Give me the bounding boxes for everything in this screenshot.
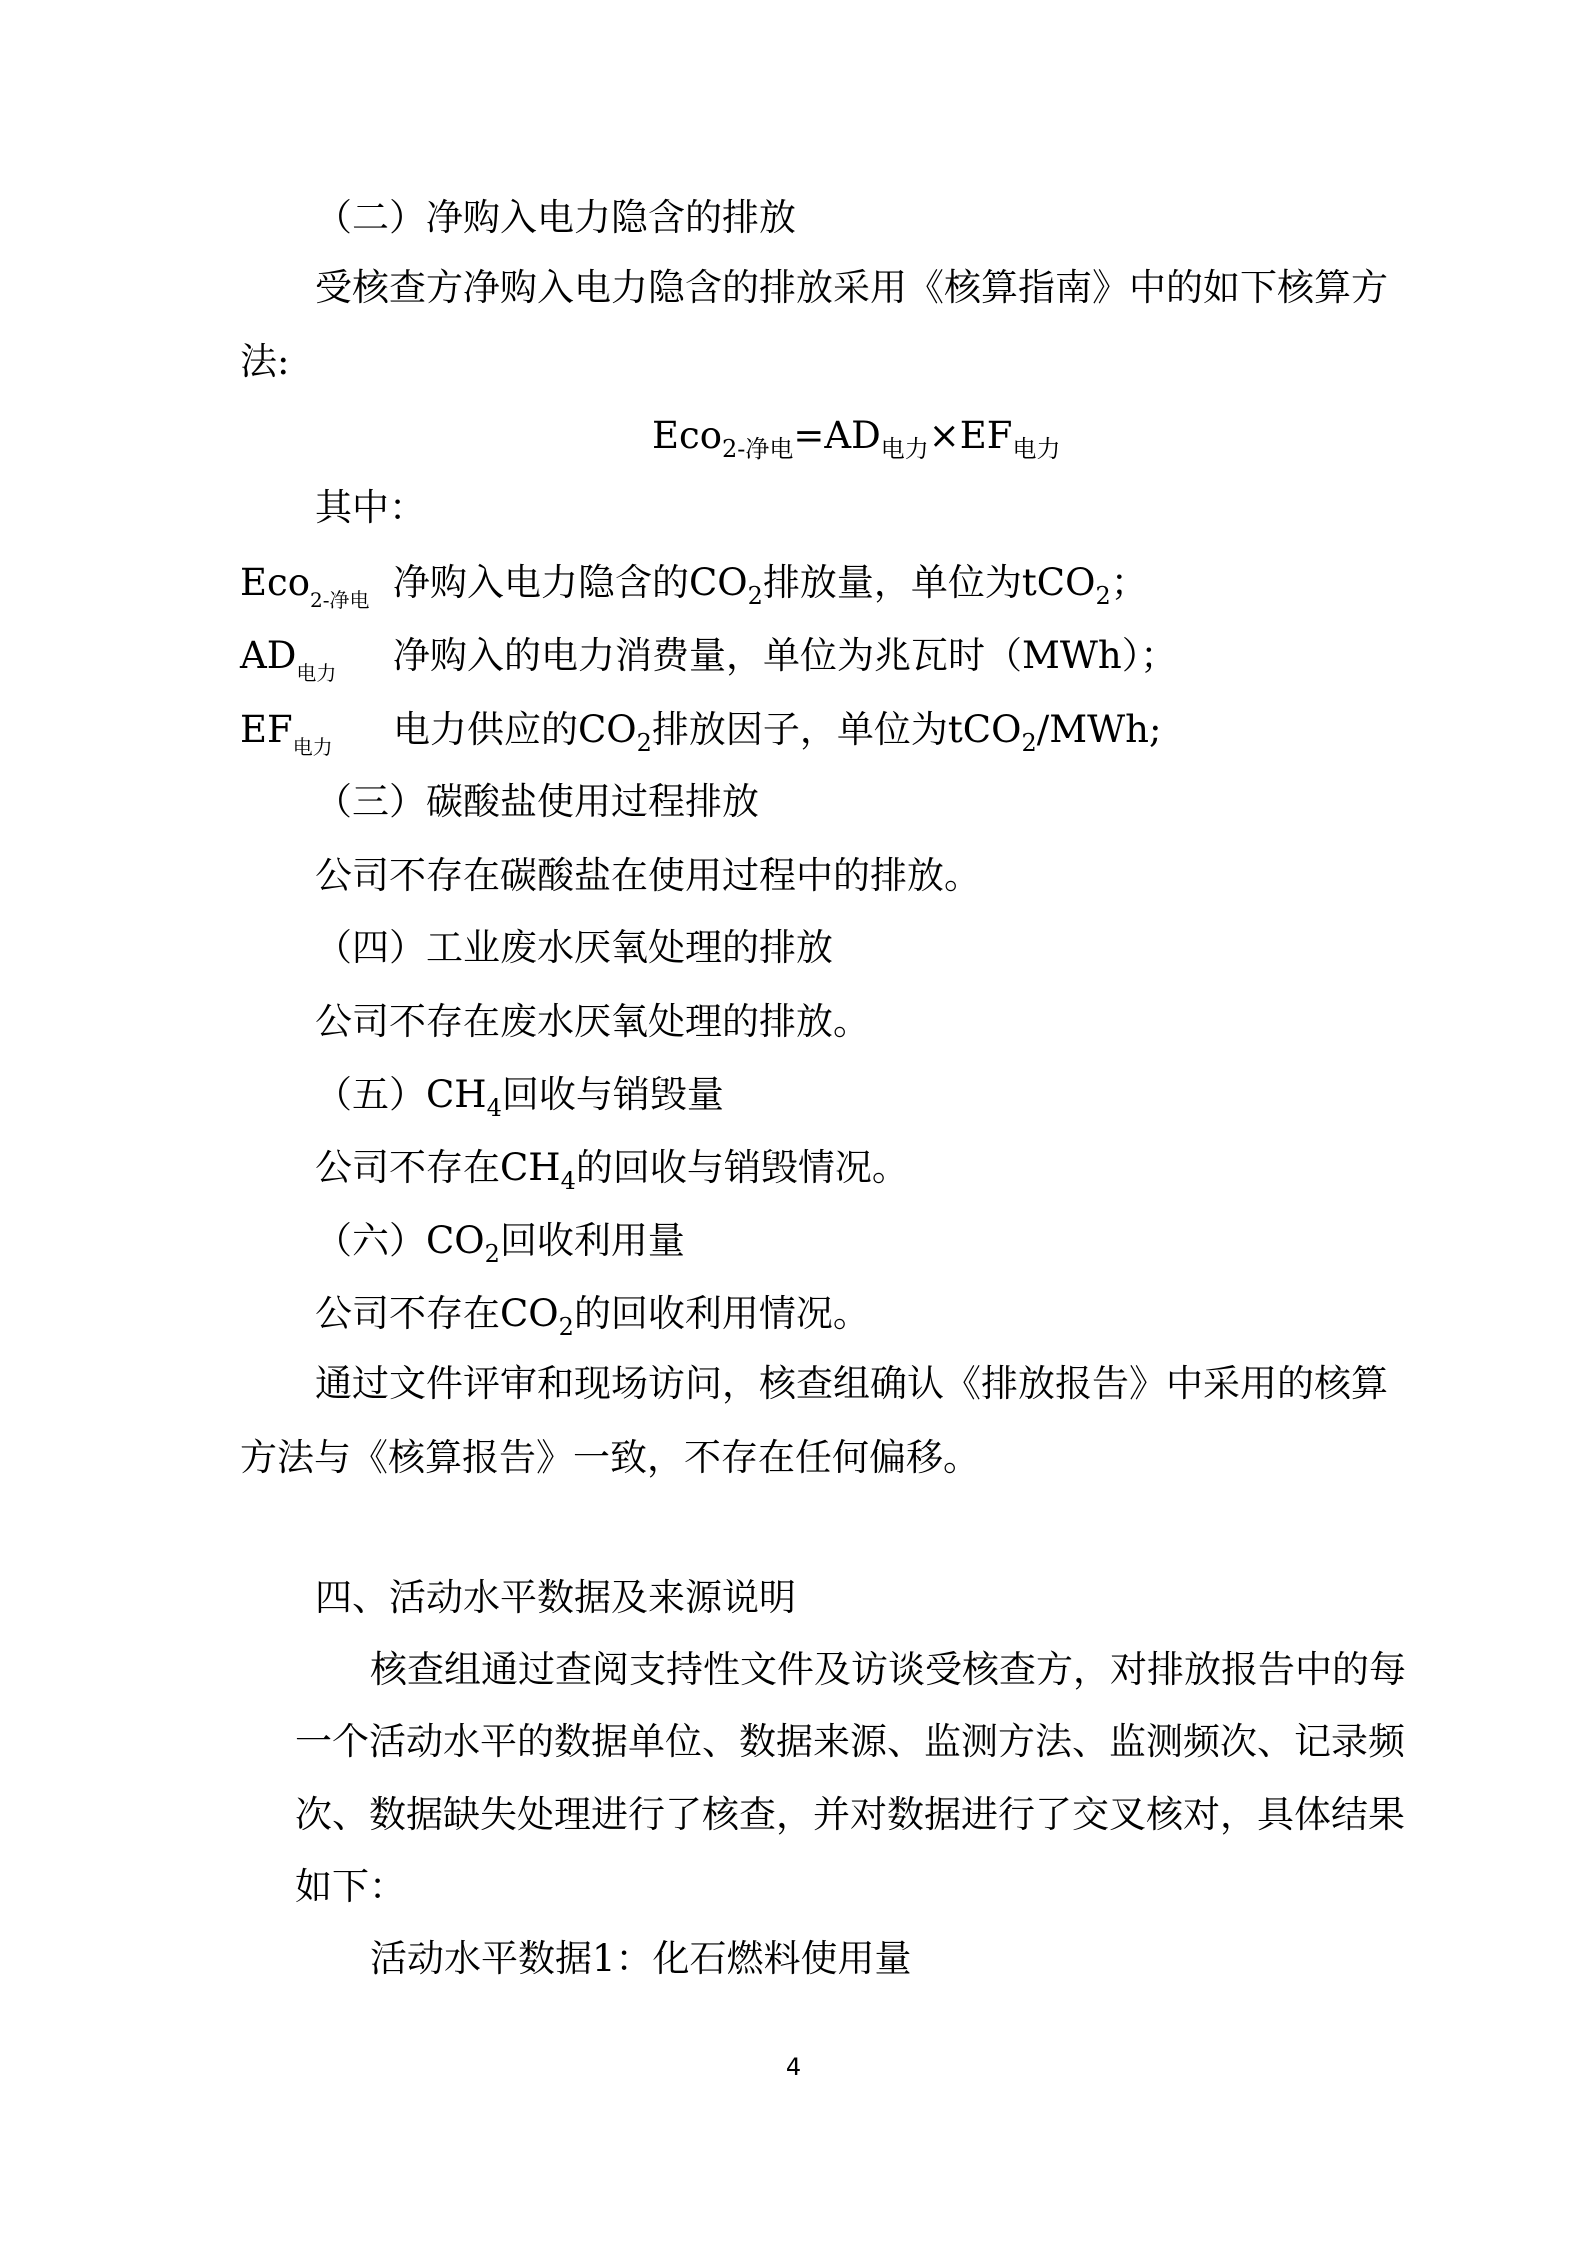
section-heading-wastewater: （四）工业废水厌氧处理的排放 [315, 926, 833, 969]
text-subscript: 4 [560, 1167, 576, 1195]
section-heading-activity-data: 四、活动水平数据及来源说明 [315, 1576, 796, 1619]
definition-text [393, 708, 1161, 756]
text-part: 公司不存在CO [315, 1292, 559, 1335]
paragraph-line: 法: [240, 340, 290, 383]
definition-text: 净购入的电力消费量，单位为兆瓦时（MWh）； [393, 634, 1178, 677]
symbol-subscript: 电力 [292, 735, 333, 759]
section-heading-net-electricity: （二）净购入电力隐含的排放 [315, 196, 796, 239]
paragraph-line: 公司不存在碳酸盐在使用过程中的排放。 [315, 854, 981, 897]
definition-symbol [240, 708, 333, 757]
definition-text [393, 561, 1148, 609]
paragraph-line: 如下： [295, 1865, 406, 1908]
formula-subscript: 电力 [880, 435, 929, 463]
definition-part: /MWh; [1036, 708, 1162, 751]
paragraph-line [315, 1146, 909, 1194]
symbol-text: AD [240, 634, 297, 677]
formula-term: Eco [652, 414, 723, 457]
paragraph-line: 通过文件评审和现场访问，核查组确认《排放报告》中采用的核算 [315, 1362, 1388, 1405]
formula-term: ×EF [928, 414, 1013, 457]
section-heading-co2 [315, 1219, 685, 1267]
paragraph-line [315, 1292, 870, 1340]
heading-part: （六）CO [315, 1219, 485, 1262]
paragraph-line: 次、数据缺失处理进行了核查，并对数据进行了交叉核对，具体结果 [295, 1793, 1405, 1836]
formula-subscript: 2-净电 [722, 435, 794, 463]
definition-symbol [240, 634, 336, 683]
paragraph-line: 方法与《核算报告》一致，不存在任何偏移。 [240, 1436, 980, 1479]
paragraph-line: 一个活动水平的数据单位、数据来源、监测方法、监测频次、记录频 [295, 1720, 1405, 1763]
where-label: 其中： [315, 486, 426, 529]
definition-subscript: 2 [747, 582, 763, 610]
paragraph-line: 受核查方净购入电力隐含的排放采用《核算指南》中的如下核算方 [315, 266, 1388, 309]
paragraph-line: 核查组通过查阅支持性文件及访谈受核查方，对排放报告中的每 [370, 1648, 1406, 1691]
heading-part: （五）CH [315, 1073, 487, 1116]
definition-subscript: 2 [1095, 582, 1111, 610]
definition-symbol [240, 561, 370, 610]
emission-formula [652, 414, 1060, 462]
definition-subscript: 2 [1021, 729, 1037, 757]
section-heading-carbonate: （三）碳酸盐使用过程排放 [315, 780, 759, 823]
section-heading-ch4 [315, 1073, 724, 1121]
symbol-subscript: 电力 [296, 661, 337, 685]
definition-part: 排放量，单位为tCO [762, 561, 1096, 604]
definition-part: ； [1110, 561, 1148, 604]
heading-part: 回收与销毁量 [501, 1073, 724, 1116]
text-part: 的回收与销毁情况。 [575, 1146, 909, 1189]
heading-part: 回收利用量 [499, 1219, 685, 1262]
formula-term: =AD [793, 414, 881, 457]
heading-subscript: 4 [486, 1094, 502, 1122]
formula-subscript: 电力 [1012, 435, 1061, 463]
definition-part: 排放因子，单位为tCO [651, 708, 1022, 751]
text-subscript: 2 [558, 1313, 574, 1341]
definition-part: 净购入电力隐含的CO [393, 561, 748, 604]
definition-subscript: 2 [636, 729, 652, 757]
symbol-subscript: 2-净电 [310, 588, 370, 612]
text-part: 的回收利用情况。 [573, 1292, 870, 1335]
paragraph-line: 公司不存在废水厌氧处理的排放。 [315, 1000, 870, 1043]
symbol-text: EF [240, 708, 293, 751]
heading-subscript: 2 [484, 1240, 500, 1268]
page-number: 4 [785, 2053, 802, 2081]
definition-part: 电力供应的CO [393, 708, 637, 751]
activity-data-item: 活动水平数据1：化石燃料使用量 [370, 1937, 912, 1980]
symbol-text: Eco [240, 561, 311, 604]
text-part: 公司不存在CH [315, 1146, 561, 1189]
